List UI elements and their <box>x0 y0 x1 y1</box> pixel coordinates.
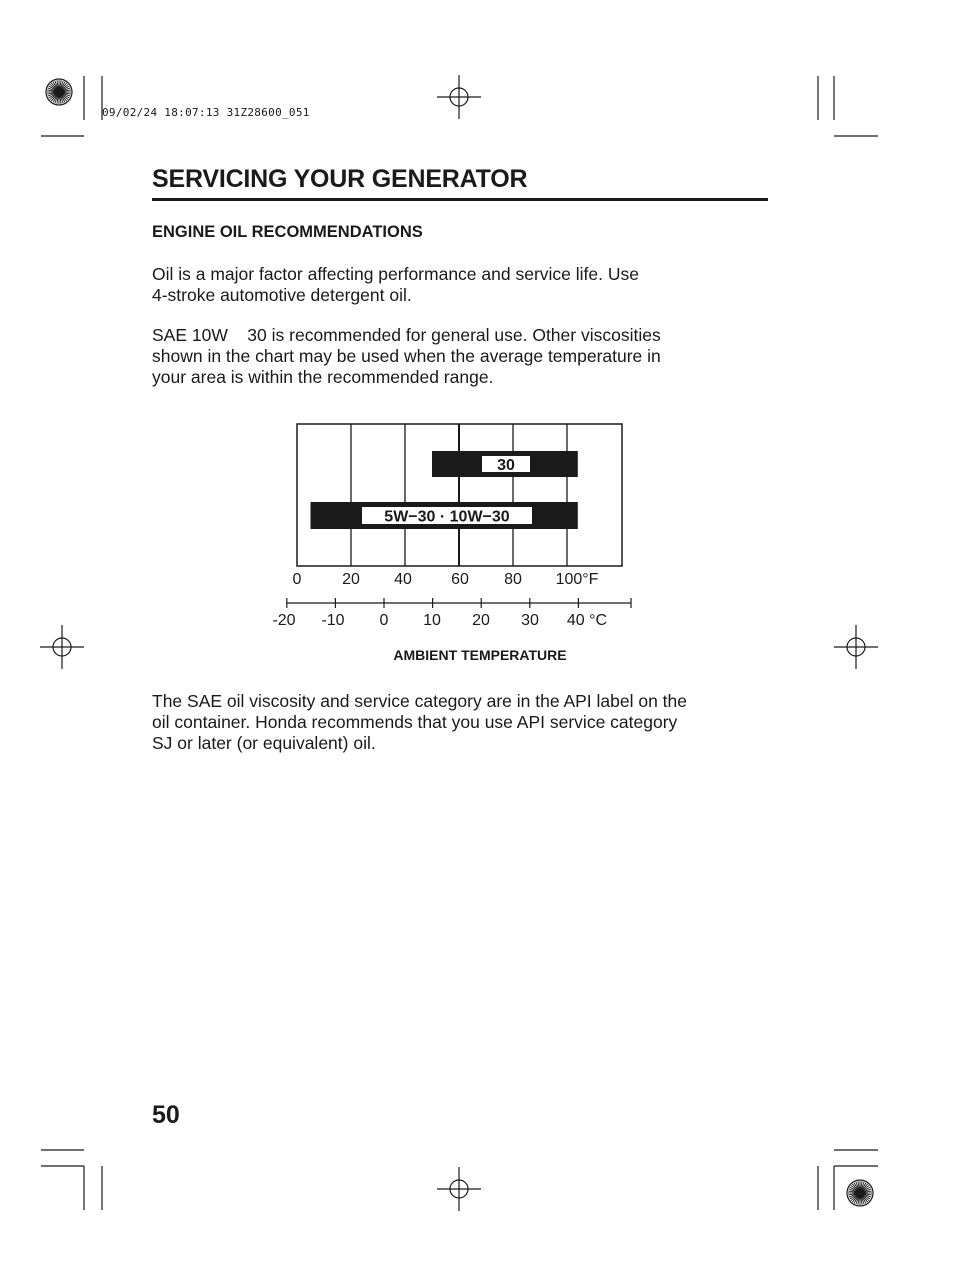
celsius-tick-label: 40 °C <box>566 612 608 629</box>
celsius-tick-label: 10 <box>423 612 441 629</box>
text-line: 4-stroke automotive detergent oil. <box>152 285 412 305</box>
fahrenheit-tick-label: 20 <box>342 571 360 588</box>
section-title: SERVICING YOUR GENERATOR <box>152 165 528 193</box>
text-line: Oil is a major factor affecting performance and service life. Use <box>152 264 639 284</box>
text-line: shown in the chart may be used when the average temperature in <box>152 346 661 366</box>
celsius-tick-label: 20 <box>472 612 490 629</box>
fahrenheit-tick-label: 100°F <box>555 571 599 588</box>
fahrenheit-tick-label: 40 <box>394 571 412 588</box>
text-line: SJ or later (or equivalent) oil. <box>152 733 376 753</box>
page-number: 50 <box>152 1101 180 1129</box>
text-line: your area is within the recommended range. <box>152 367 494 387</box>
text-line: The SAE oil viscosity and service category are in the API label on the <box>152 691 688 711</box>
celsius-tick-label: 0 <box>379 612 389 629</box>
celsius-tick-label: -20 <box>272 612 296 629</box>
celsius-tick-label: -10 <box>321 612 345 629</box>
paragraph-api-category <box>152 691 762 754</box>
fahrenheit-tick-label: 80 <box>504 571 522 588</box>
print-stamp: 09/02/24 18:07:13 31Z28600_051 <box>102 106 310 119</box>
subheading: ENGINE OIL RECOMMENDATIONS <box>152 223 423 241</box>
range-bar-label: 5W−30 · 10W−30 <box>384 508 510 526</box>
fahrenheit-tick-label: 0 <box>292 571 302 588</box>
chart-axis-label: AMBIENT TEMPERATURE <box>393 647 567 663</box>
text-line: oil container. Honda recommends that you use API service category <box>152 712 678 732</box>
fahrenheit-tick-label: 60 <box>451 571 469 588</box>
celsius-tick-label: 30 <box>521 612 539 629</box>
text-line: SAE 10W 30 is recommended for general use. Other viscosities <box>152 325 661 345</box>
range-bar-label: 30 <box>497 457 515 474</box>
